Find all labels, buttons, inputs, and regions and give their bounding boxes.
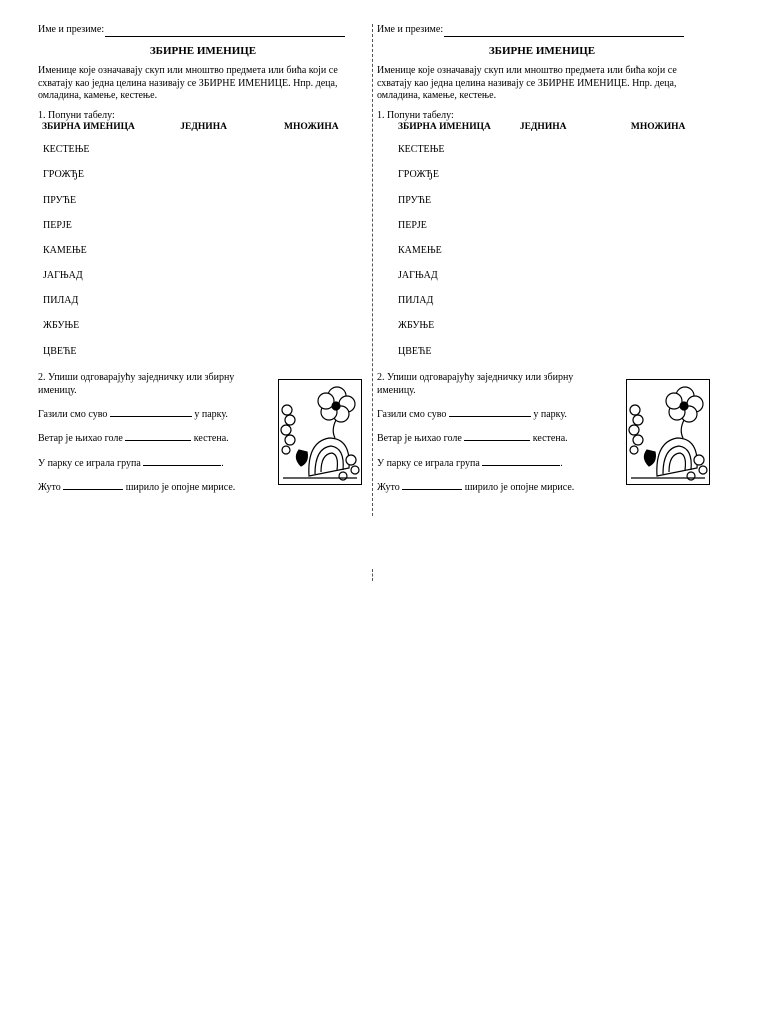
answer-blank[interactable] xyxy=(143,456,221,466)
header-singular: ЈЕДНИНА xyxy=(519,122,567,133)
table-row-word: ПЕРЈЕ xyxy=(43,219,72,231)
table-row-word: ГРОЖЂЕ xyxy=(398,169,440,181)
table-row-word: КАМЕЊЕ xyxy=(43,244,87,256)
answer-blank[interactable] xyxy=(402,480,462,490)
worksheet-copy-right xyxy=(377,24,707,495)
table-row-word: ПРУЋЕ xyxy=(398,194,432,206)
intro-paragraph: Именице које означавају скуп или мноштво предмета или бића који се схватају као једна целина називају се ЗБИРНЕ ИМЕНИЦЕ. Нпр. деца, омладина, камење, кестење. xyxy=(377,65,677,102)
answer-blank[interactable] xyxy=(125,431,191,441)
table-row-word: ПИЛАД xyxy=(398,295,434,307)
sentence-text: Газили смо суво xyxy=(377,408,449,420)
name-label: Име и презиме: xyxy=(38,24,105,35)
table-row-word: КЕСТЕЊЕ xyxy=(398,144,445,156)
task-2-label: 2. Упиши одговарајућу заједничку или збирну именицу. xyxy=(377,371,574,396)
task-2 xyxy=(377,371,707,495)
task-2-label: 2. Упиши одговарајућу заједничку или збирну именицу. xyxy=(38,371,235,396)
sentence-text: . xyxy=(221,457,224,469)
name-label: Име и презиме: xyxy=(377,24,444,35)
name-blank[interactable] xyxy=(444,26,684,37)
header-plural: МНОЖИНА xyxy=(284,122,339,133)
table-row-word: ЦВЕЋЕ xyxy=(43,345,77,357)
sentence-text: ширило је опојне мирисе. xyxy=(123,482,236,494)
header-plural: МНОЖИНА xyxy=(630,122,686,133)
answer-blank[interactable] xyxy=(63,480,123,490)
word-list xyxy=(377,144,707,371)
sentence-text: у парку. xyxy=(191,408,228,420)
sentence-text: у парку. xyxy=(530,408,567,420)
sentence-text: . xyxy=(560,457,563,469)
worksheet-copy-left xyxy=(38,24,368,495)
name-line xyxy=(38,24,368,37)
table-row-word: ЦВЕЋЕ xyxy=(398,345,432,357)
answer-blank[interactable] xyxy=(449,407,531,417)
table-row-word: ГРОЖЂЕ xyxy=(43,169,85,181)
table-header xyxy=(38,122,368,134)
sentence-text: кестена. xyxy=(191,433,229,445)
name-line xyxy=(377,24,707,37)
task-2 xyxy=(38,371,368,495)
task-1-label: 1. Попуни табелу: xyxy=(38,109,115,121)
sentence-text: Ветар је њихао голе xyxy=(38,433,126,445)
table-row-word: ПИЛАД xyxy=(43,295,79,307)
table-row-word: ПЕРЈЕ xyxy=(398,219,427,231)
worksheet-title: ЗБИРНЕ ИМЕНИЦЕ xyxy=(488,44,596,57)
snail-flower-clipart-icon xyxy=(626,379,710,485)
sentence-text: ширило је опојне мирисе. xyxy=(462,482,575,494)
sentence-text: кестена. xyxy=(530,433,568,445)
table-row-word: КЕСТЕЊЕ xyxy=(43,144,90,156)
sentence-text: У парку се играла група xyxy=(38,457,144,469)
cut-mark xyxy=(372,569,373,581)
task-1 xyxy=(377,110,707,371)
cut-line-divider xyxy=(372,24,373,516)
table-row-word: ЖБУЊЕ xyxy=(43,320,80,332)
answer-blank[interactable] xyxy=(482,456,560,466)
sentence-text: Ветар је њихао голе xyxy=(377,433,465,445)
table-row-word: ЈАГЊАД xyxy=(43,270,83,282)
word-list xyxy=(38,144,368,371)
table-row-word: ПРУЋЕ xyxy=(43,194,77,206)
sentence-text: Газили смо суво xyxy=(38,408,110,420)
answer-blank[interactable] xyxy=(464,431,530,441)
snail-flower-clipart-icon xyxy=(278,379,362,485)
worksheet-title: ЗБИРНЕ ИМЕНИЦЕ xyxy=(149,44,257,57)
header-collective-noun: ЗБИРНА ИМЕНИЦА xyxy=(42,122,135,133)
sentence-text: У парку се играла група xyxy=(377,457,483,469)
answer-blank[interactable] xyxy=(110,407,192,417)
header-singular: ЈЕДНИНА xyxy=(180,122,227,133)
sentence-text: Жуто xyxy=(377,482,403,494)
task-1-label: 1. Попуни табелу: xyxy=(377,109,454,121)
intro-paragraph: Именице које означавају скуп или мноштво предмета или бића који се схватају као једна целина називају се ЗБИРНЕ ИМЕНИЦЕ. Нпр. деца, омладина, камење, кестење. xyxy=(38,65,338,102)
name-blank[interactable] xyxy=(105,26,345,37)
table-row-word: КАМЕЊЕ xyxy=(398,244,442,256)
table-header xyxy=(377,122,707,134)
table-row-word: ЈАГЊАД xyxy=(398,270,438,282)
table-row-word: ЖБУЊЕ xyxy=(398,320,435,332)
task-1 xyxy=(38,110,368,371)
header-collective-noun: ЗБИРНА ИМЕНИЦА xyxy=(398,122,491,133)
sentence-text: Жуто xyxy=(38,482,64,494)
